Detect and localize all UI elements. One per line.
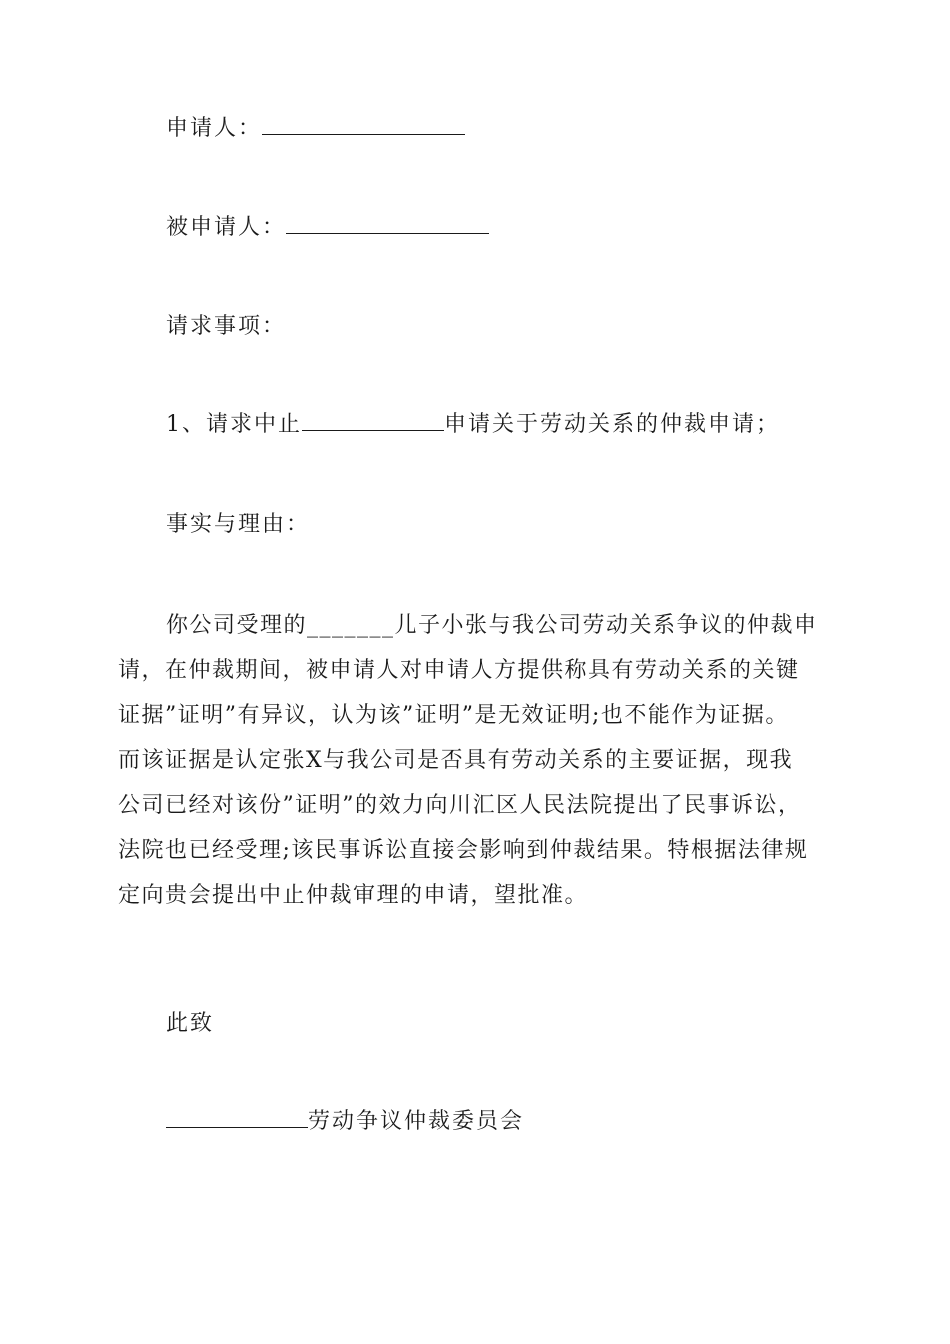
body-line: 请，在仲裁期间，被申请人对申请人方提供称具有劳动关系的关键 bbox=[118, 658, 800, 683]
facts-label: 事实与理由： bbox=[166, 512, 311, 537]
recipient-suffix: 劳动争议仲裁委员会 bbox=[308, 1109, 525, 1134]
request-item-1-prefix: 1、请求中止 bbox=[166, 412, 302, 437]
recipient-blank bbox=[166, 1109, 308, 1128]
request-items-label: 请求事项： bbox=[166, 314, 287, 339]
request-item-1 bbox=[166, 410, 780, 440]
facts-heading bbox=[166, 510, 310, 540]
body-line: 你公司受理的_______儿子小张与我公司劳动关系争议的仲裁申 bbox=[166, 613, 818, 638]
recipient-line bbox=[166, 1107, 524, 1137]
body-line: 公司已经对该份”证明”的效力向川汇区人民法院提出了民事诉讼， bbox=[118, 793, 802, 818]
applicant-blank bbox=[262, 116, 465, 135]
request-item-1-suffix: 申请关于劳动关系的仲裁申请； bbox=[444, 412, 781, 437]
body-line: 而该证据是认定张X与我公司是否具有劳动关系的主要证据，现我 bbox=[118, 748, 794, 773]
respondent-label: 被申请人： bbox=[166, 215, 287, 240]
body-line: 法院也已经受理;该民事诉讼直接会影响到仲裁结果。特根据法律规 bbox=[118, 838, 809, 863]
closing-text: 此致 bbox=[166, 1011, 215, 1036]
closing-line bbox=[166, 1009, 214, 1039]
body-line: 定向贵会提出中止仲裁审理的申请，望批准。 bbox=[118, 883, 589, 908]
body-line: 证据”证明”有异议，认为该”证明”是无效证明;也不能作为证据。 bbox=[118, 703, 789, 728]
applicant-line bbox=[166, 114, 465, 144]
applicant-label: 申请人： bbox=[166, 116, 263, 141]
respondent-line bbox=[166, 213, 489, 243]
facts-paragraph bbox=[118, 603, 850, 918]
respondent-blank bbox=[286, 215, 489, 234]
request-item-1-blank bbox=[302, 412, 444, 431]
request-items-heading bbox=[166, 312, 286, 342]
